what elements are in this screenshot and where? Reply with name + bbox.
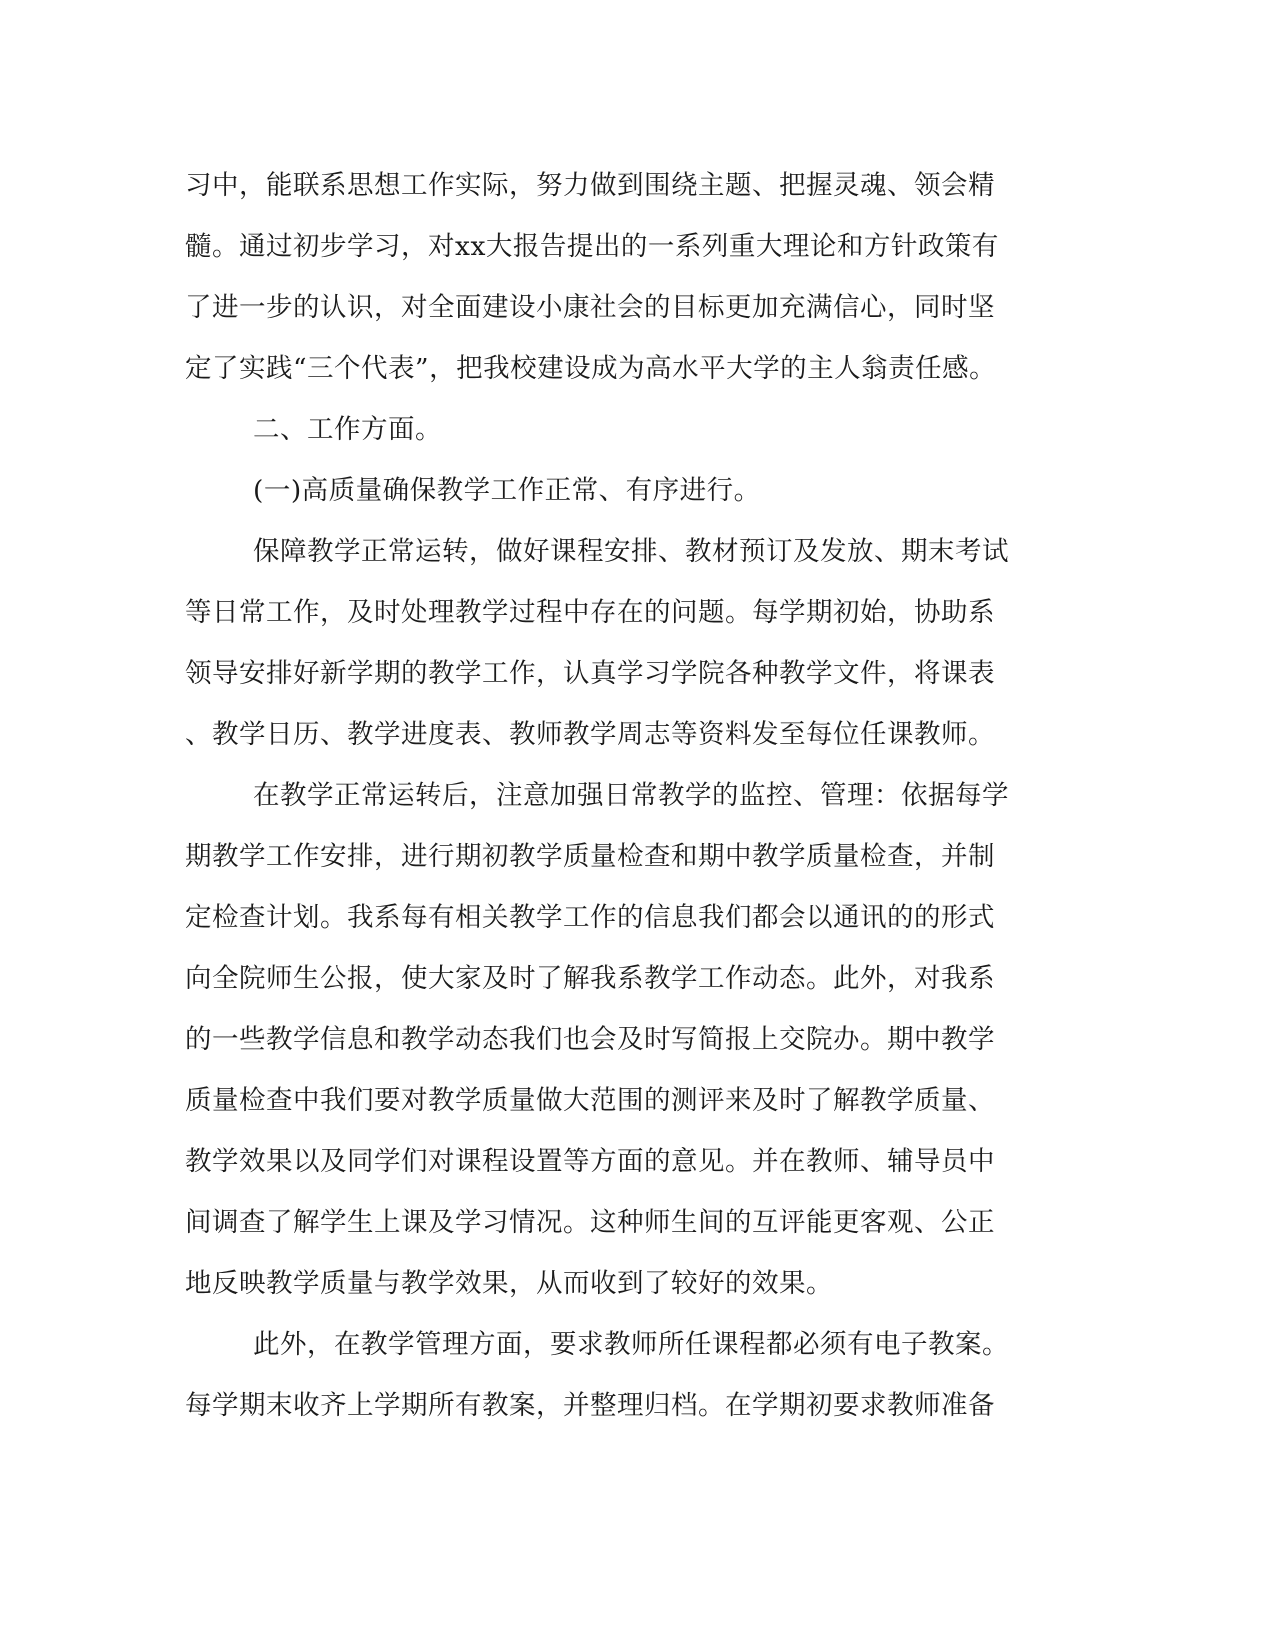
text-line: 习中，能联系思想工作实际，努力做到围绕主题、把握灵魂、领会精: [185, 170, 995, 201]
text-line: 了进一步的认识，对全面建设小康社会的目标更加充满信心，同时坚: [185, 292, 995, 323]
text-line: 、教学日历、教学进度表、教师教学周志等资料发至每位任课教师。: [185, 719, 995, 750]
section-heading: 二、工作方面。: [253, 414, 442, 445]
text-line: 地反映教学质量与教学效果，从而收到了较好的效果。: [185, 1268, 833, 1299]
text-line: 定了实践“三个代表”，把我校建设成为高水平大学的主人翁责任感。: [185, 353, 997, 384]
text-line: 领导安排好新学期的教学工作，认真学习学院各种教学文件，将课表: [185, 658, 995, 689]
paragraph-first-line: 此外，在教学管理方面，要求教师所任课程都必须有电子教案。: [253, 1329, 1009, 1360]
text-line: 定检查计划。我系每有相关教学工作的信息我们都会以通讯的的形式: [185, 902, 995, 933]
text-line: 每学期末收齐上学期所有教案，并整理归档。在学期初要求教师准备: [185, 1390, 995, 1421]
text-line: 期教学工作安排，进行期初教学质量检查和期中教学质量检查，并制: [185, 841, 995, 872]
subsection-heading: (一)高质量确保教学工作正常、有序进行。: [253, 475, 761, 506]
text-line: 质量检查中我们要对教学质量做大范围的测评来及时了解教学质量、: [185, 1085, 995, 1116]
paragraph-first-line: 保障教学正常运转，做好课程安排、教材预订及发放、期末考试: [253, 536, 1009, 567]
paragraph-first-line: 在教学正常运转后，注意加强日常教学的监控、管理：依据每学: [253, 780, 1009, 811]
text-line: 教学效果以及同学们对课程设置等方面的意见。并在教师、辅导员中: [185, 1146, 995, 1177]
text-line: 髓。通过初步学习，对xx大报告提出的一系列重大理论和方针政策有: [185, 231, 999, 262]
document-body: [185, 155, 1045, 1436]
text-line: 等日常工作，及时处理教学过程中存在的问题。每学期初始，协助系: [185, 597, 995, 628]
text-line: 间调查了解学生上课及学习情况。这种师生间的互评能更客观、公正: [185, 1207, 995, 1238]
text-line: 向全院师生公报，使大家及时了解我系教学工作动态。此外，对我系: [185, 963, 995, 994]
text-line: 的一些教学信息和教学动态我们也会及时写简报上交院办。期中教学: [185, 1024, 995, 1055]
